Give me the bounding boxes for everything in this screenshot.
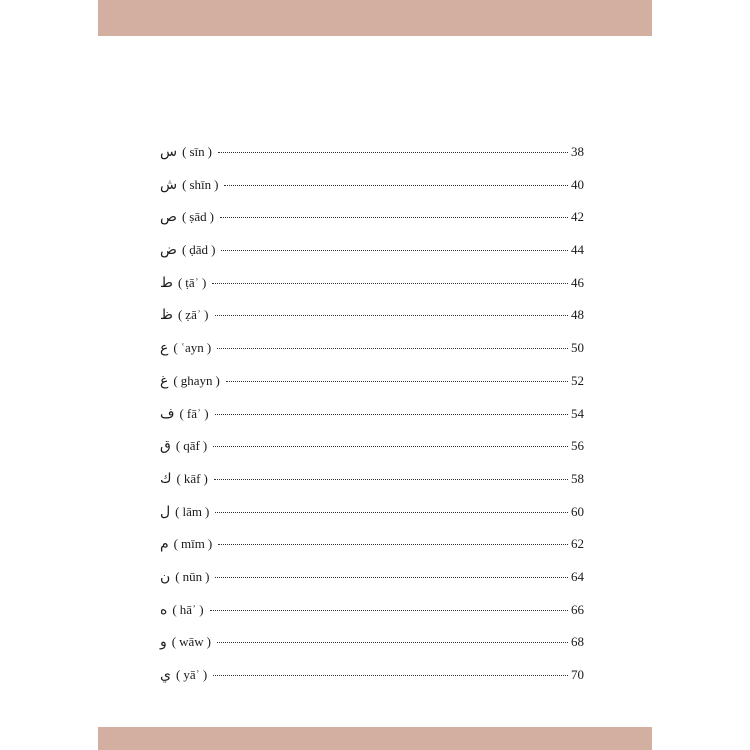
close-paren: ): [204, 405, 209, 421]
open-paren: (: [172, 601, 177, 617]
page-number: 54: [571, 405, 584, 421]
dot-leader: [217, 642, 568, 643]
transliteration: kāf: [183, 470, 201, 486]
dot-leader: [210, 610, 568, 611]
dot-leader: [213, 446, 568, 447]
transliteration: nūn: [182, 568, 203, 584]
toc-entry[interactable]: [160, 207, 584, 240]
close-paren: ): [206, 634, 211, 650]
dot-leader: [226, 381, 568, 382]
close-paren: ): [207, 144, 212, 159]
page-number: 42: [571, 209, 584, 225]
toc-entry[interactable]: [160, 502, 584, 535]
arabic-letter: ص: [160, 209, 177, 226]
close-paren: ): [202, 438, 208, 454]
dot-leader: [215, 512, 568, 513]
open-paren: (: [181, 242, 187, 258]
toc-entry[interactable]: [160, 305, 584, 338]
close-paren: ): [209, 209, 214, 225]
open-paren: (: [175, 503, 180, 519]
toc-entry[interactable]: [160, 175, 584, 208]
bottom-color-band: [98, 727, 652, 750]
transliteration: ḍād: [189, 242, 209, 258]
page-number: 64: [571, 568, 584, 584]
close-paren: ): [205, 568, 210, 584]
toc-entry[interactable]: [160, 534, 584, 567]
transliteration: mīm: [181, 536, 205, 552]
arabic-letter: ط: [160, 274, 173, 291]
transliteration: lām: [182, 503, 203, 519]
page-number: 38: [571, 144, 584, 159]
open-paren: (: [177, 307, 183, 323]
open-paren: (: [173, 372, 178, 388]
arabic-letter: ظ: [160, 307, 173, 324]
dot-leader: [214, 479, 568, 480]
arabic-letter: س: [160, 144, 178, 160]
close-paren: ): [202, 274, 207, 290]
close-paren: ): [207, 536, 213, 552]
toc-entry[interactable]: [160, 600, 584, 633]
close-paren: ): [214, 176, 219, 192]
page-number: 46: [571, 274, 584, 290]
page-number: 58: [571, 470, 584, 486]
open-paren: (: [179, 405, 184, 421]
toc-entry[interactable]: [160, 142, 584, 175]
open-paren: (: [175, 438, 181, 454]
page-number: 56: [571, 438, 584, 454]
toc-entry[interactable]: [160, 436, 584, 469]
close-paren: ): [203, 470, 208, 486]
open-paren: (: [175, 667, 181, 682]
open-paren: (: [176, 470, 181, 486]
transliteration: ʿayn: [180, 340, 204, 356]
transliteration: hāʾ: [179, 601, 197, 617]
close-paren: ): [199, 601, 204, 617]
dot-leader: [221, 250, 568, 251]
arabic-letter: م: [160, 536, 169, 553]
open-paren: (: [182, 176, 187, 192]
dot-leader: [213, 675, 568, 676]
dot-leader: [215, 577, 568, 578]
toc-entry[interactable]: [160, 371, 584, 404]
transliteration: ghayn: [180, 372, 213, 388]
page-number: 68: [571, 634, 584, 650]
dot-leader: [218, 544, 568, 545]
page-number: 66: [571, 601, 584, 617]
arabic-letter: ك: [160, 470, 172, 487]
toc-entry[interactable]: [160, 469, 584, 502]
open-paren: (: [173, 536, 179, 552]
dot-leader: [218, 152, 568, 153]
table-of-contents: [160, 142, 584, 698]
dot-leader: [220, 217, 568, 218]
page-number: 40: [571, 176, 584, 192]
transliteration: qāf: [183, 438, 200, 454]
page-number: 48: [571, 307, 584, 323]
close-paren: ): [205, 503, 210, 519]
toc-entry[interactable]: [160, 665, 584, 698]
close-paren: ): [202, 667, 208, 682]
toc-entry[interactable]: [160, 338, 584, 371]
arabic-letter: ع: [160, 340, 169, 357]
transliteration: fāʾ: [186, 405, 202, 421]
open-paren: (: [173, 340, 178, 356]
arabic-letter: ض: [160, 242, 177, 259]
open-paren: (: [181, 209, 187, 225]
toc-entry[interactable]: [160, 404, 584, 437]
arabic-letter: غ: [160, 372, 169, 389]
transliteration: wāw: [179, 634, 204, 650]
open-paren: (: [175, 568, 180, 584]
arabic-letter: ش: [160, 176, 178, 193]
arabic-letter: ه: [160, 601, 168, 618]
transliteration: yāʾ: [183, 667, 200, 682]
arabic-letter: ق: [160, 438, 171, 455]
dot-leader: [215, 315, 568, 316]
transliteration: ṭāʾ: [185, 274, 200, 290]
arabic-letter: ف: [160, 405, 175, 422]
transliteration: ṣād: [189, 209, 207, 225]
close-paren: ): [215, 372, 220, 388]
page-number: 70: [571, 667, 584, 682]
dot-leader: [212, 283, 568, 284]
close-paren: ): [204, 307, 209, 323]
open-paren: (: [171, 634, 177, 650]
toc-entry[interactable]: [160, 240, 584, 273]
arabic-letter: و: [160, 634, 167, 651]
toc-entry[interactable]: [160, 273, 584, 306]
arabic-letter: ل: [160, 503, 171, 520]
arabic-letter: ن: [160, 568, 171, 585]
open-paren: (: [182, 144, 187, 159]
dot-leader: [215, 414, 568, 415]
arabic-letter: ي: [160, 667, 171, 683]
page-number: 52: [571, 372, 584, 388]
open-paren: (: [177, 274, 183, 290]
page-number: 44: [571, 242, 584, 258]
transliteration: sīn: [189, 144, 205, 159]
page-number: 62: [571, 536, 584, 552]
page-number: 50: [571, 340, 584, 356]
toc-entry[interactable]: [160, 567, 584, 600]
close-paren: ): [211, 242, 216, 258]
transliteration: shīn: [189, 176, 212, 192]
close-paren: ): [206, 340, 212, 356]
dot-leader: [224, 185, 568, 186]
transliteration: ẓāʾ: [185, 307, 202, 323]
top-color-band: [98, 0, 652, 36]
page-number: 60: [571, 503, 584, 519]
dot-leader: [217, 348, 568, 349]
toc-entry[interactable]: [160, 632, 584, 665]
